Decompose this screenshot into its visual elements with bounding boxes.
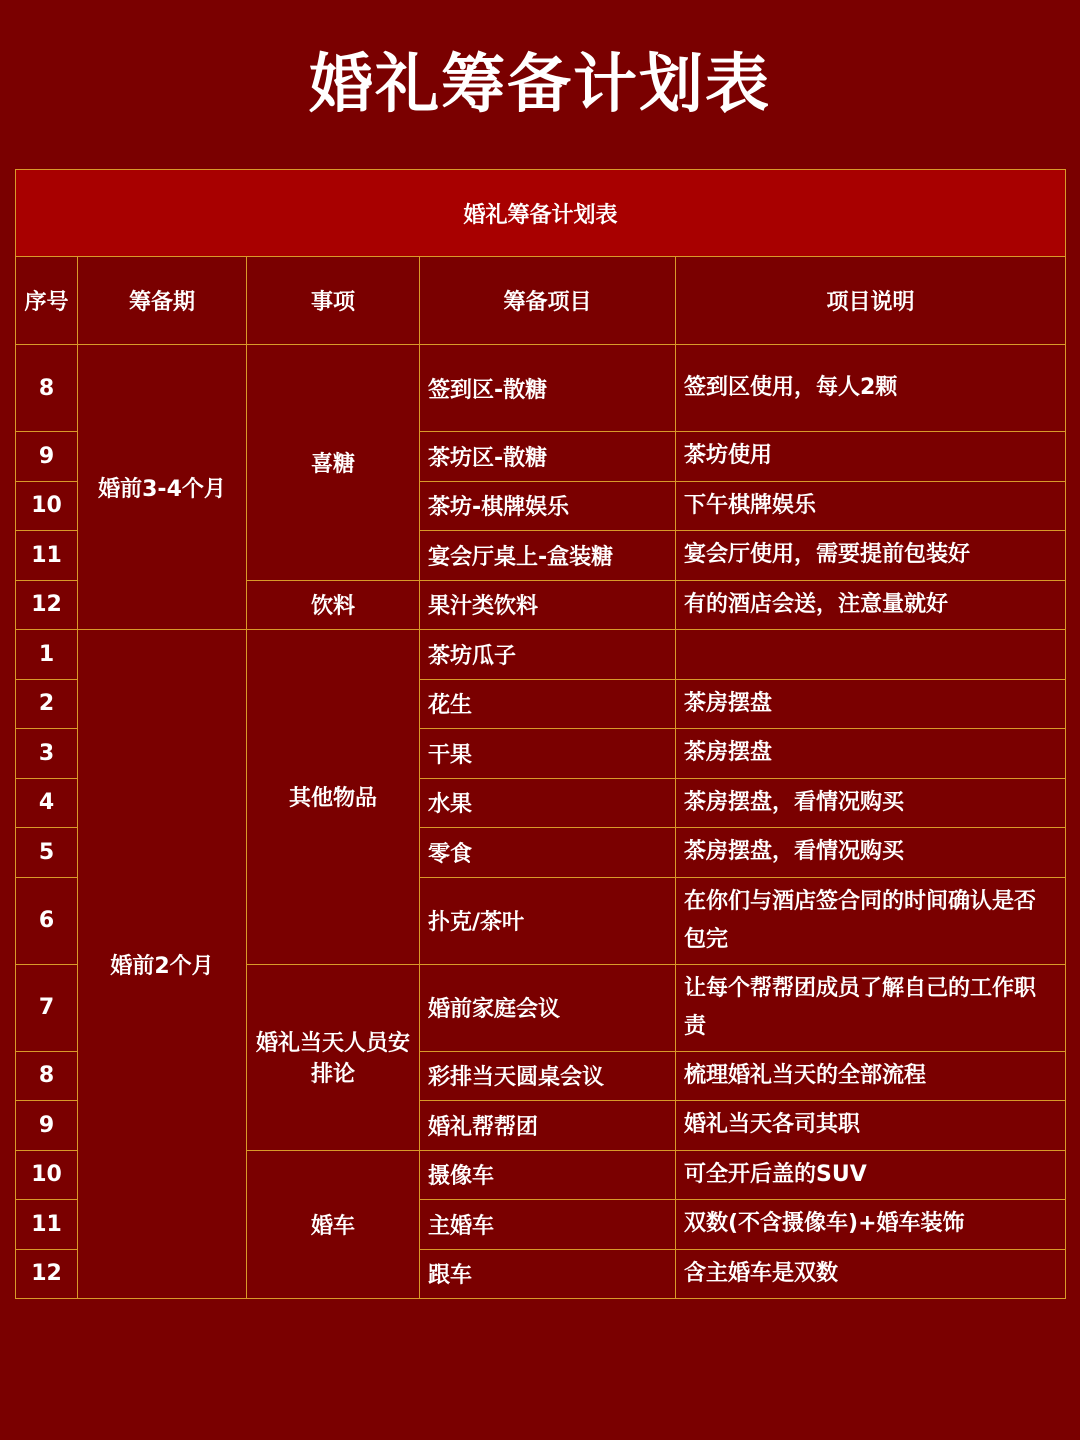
project-cell: 宴会厅桌上-盒装糖 (420, 531, 676, 581)
wedding-plan-table (15, 169, 1066, 1299)
row-number: 1 (16, 630, 78, 680)
row-number: 7 (16, 964, 78, 1051)
project-cell: 主婚车 (420, 1200, 676, 1250)
row-number: 10 (16, 481, 78, 531)
description-cell: 可全开后盖的SUV (676, 1150, 1066, 1200)
description-cell: 在你们与酒店签合同的时间确认是否包完 (676, 877, 1066, 964)
category-cell: 饮料 (247, 580, 420, 630)
project-cell: 婚礼帮帮团 (420, 1101, 676, 1151)
project-cell: 彩排当天圆桌会议 (420, 1051, 676, 1101)
description-cell: 茶房摆盘，看情况购买 (676, 778, 1066, 828)
project-cell: 零食 (420, 828, 676, 878)
description-cell: 宴会厅使用，需要提前包装好 (676, 531, 1066, 581)
project-cell: 水果 (420, 778, 676, 828)
header-category: 事项 (247, 257, 420, 345)
row-number: 9 (16, 1101, 78, 1151)
header-description: 项目说明 (676, 257, 1066, 345)
project-cell: 签到区-散糖 (420, 345, 676, 432)
description-cell: 婚礼当天各司其职 (676, 1101, 1066, 1151)
stage-cell: 婚前3-4个月 (78, 345, 247, 630)
row-number: 4 (16, 778, 78, 828)
description-cell: 让每个帮帮团成员了解自己的工作职责 (676, 964, 1066, 1051)
row-number: 8 (16, 1051, 78, 1101)
project-cell: 花生 (420, 679, 676, 729)
description-cell: 含主婚车是双数 (676, 1249, 1066, 1299)
description-cell: 茶坊使用 (676, 432, 1066, 482)
description-cell: 双数(不含摄像车)+婚车装饰 (676, 1200, 1066, 1250)
row-number: 3 (16, 729, 78, 779)
row-number: 5 (16, 828, 78, 878)
category-cell: 婚礼当天人员安排论 (247, 964, 420, 1150)
project-cell: 扑克/茶叶 (420, 877, 676, 964)
row-number: 11 (16, 1200, 78, 1250)
row-number: 12 (16, 1249, 78, 1299)
row-number: 9 (16, 432, 78, 482)
row-number: 8 (16, 345, 78, 432)
project-cell: 茶坊区-散糖 (420, 432, 676, 482)
category-cell: 其他物品 (247, 630, 420, 965)
description-cell: 下午棋牌娱乐 (676, 481, 1066, 531)
header-stage: 筹备期 (78, 257, 247, 345)
description-cell: 茶房摆盘 (676, 729, 1066, 779)
row-number: 6 (16, 877, 78, 964)
project-cell: 茶坊瓜子 (420, 630, 676, 680)
description-cell (676, 630, 1066, 680)
project-cell: 跟车 (420, 1249, 676, 1299)
page-title: 婚礼筹备计划表 (309, 48, 771, 122)
row-number: 2 (16, 679, 78, 729)
project-cell: 果汁类饮料 (420, 580, 676, 630)
table-header-row (16, 257, 1066, 345)
project-cell: 干果 (420, 729, 676, 779)
table-row (16, 630, 1066, 680)
row-number: 12 (16, 580, 78, 630)
header-no: 序号 (16, 257, 78, 345)
stage-cell: 婚前2个月 (78, 630, 247, 1299)
project-cell: 婚前家庭会议 (420, 964, 676, 1051)
row-number: 10 (16, 1150, 78, 1200)
category-cell: 婚车 (247, 1150, 420, 1299)
description-cell: 茶房摆盘 (676, 679, 1066, 729)
description-cell: 茶房摆盘，看情况购买 (676, 828, 1066, 878)
table-caption: 婚礼筹备计划表 (16, 170, 1066, 257)
description-cell: 梳理婚礼当天的全部流程 (676, 1051, 1066, 1101)
header-project: 筹备项目 (420, 257, 676, 345)
description-cell: 有的酒店会送，注意量就好 (676, 580, 1066, 630)
description-cell: 签到区使用，每人2颗 (676, 345, 1066, 432)
table-row (16, 345, 1066, 432)
project-cell: 摄像车 (420, 1150, 676, 1200)
row-number: 11 (16, 531, 78, 581)
project-cell: 茶坊-棋牌娱乐 (420, 481, 676, 531)
category-cell: 喜糖 (247, 345, 420, 581)
